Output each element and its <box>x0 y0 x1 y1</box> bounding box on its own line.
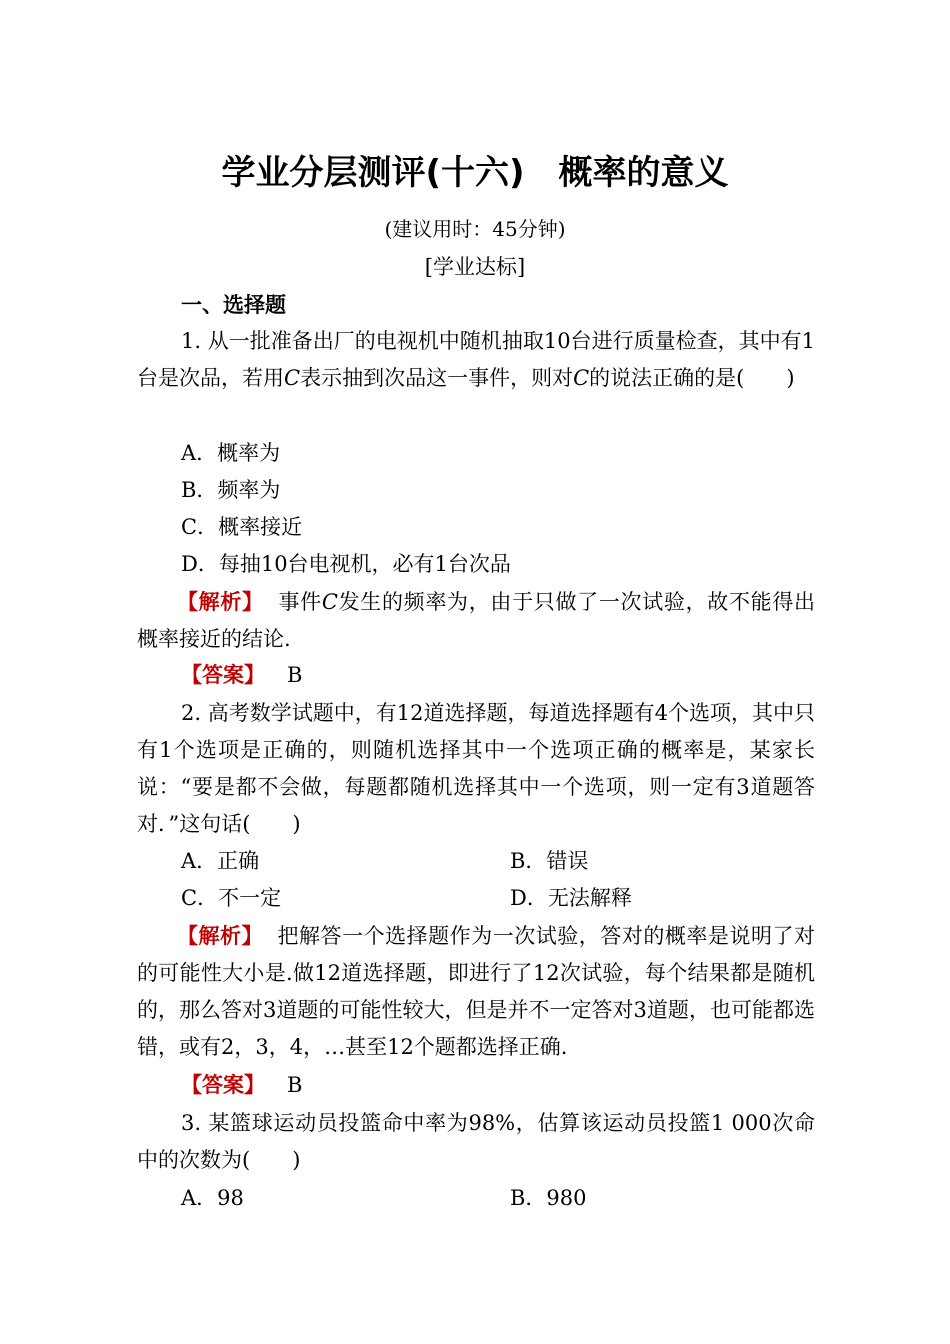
part-heading: 一、选择题 <box>181 293 286 317</box>
q1-option-a: A．概率为 <box>181 441 281 465</box>
q2-answer <box>181 1070 302 1100</box>
q3-option-b: B．980 <box>510 1186 587 1210</box>
q1-option-d: D．每抽10台电视机，必有1台次品 <box>181 552 511 576</box>
analysis-tag: 【解析】 <box>177 924 264 948</box>
q2-option-d: D．无法解释 <box>510 886 632 910</box>
answer-value: B <box>287 1073 303 1097</box>
answer-tag: 【答案】 <box>181 663 265 687</box>
question-1-text: 1. 从一批准备出厂的电视机中随机抽取10台进行质量检查，其中有1台是次品，若用C表示抽到次品这一事件，则对C的说法正确的是( ) <box>137 329 815 390</box>
question-2-text: 2. 高考数学试题中，有12道选择题，每道选择题有4个选项，其中只有1个选项是正确的，则随机选择其中一个选项正确的概率是，某家长说：“要是都不会做，每题都随机选择其中一个选项，则一定有3道题答对．”这句话( ) <box>137 701 815 836</box>
q2-option-b: B．错误 <box>510 849 589 873</box>
analysis-tag: 【解析】 <box>177 590 264 614</box>
variable-c: C <box>573 366 590 390</box>
q2-analysis: 【解析】 把解答一个选择题作为一次试验，答对的概率是说明了对的可能性大小是.做12道选择题，即进行了12次试验，每个结果都是随机的，那么答对3道题的可能性较大，但是并不一定答对3道题，也可能都选错，或有2，3，4，…甚至12个题都选择正确. <box>137 924 816 1059</box>
question-3-text: 3. 某篮球运动员投篮命中率为98%，估算该运动员投篮1 000次命中的次数为( ) <box>137 1111 815 1172</box>
q2-option-c: C．不一定 <box>181 886 282 910</box>
q3-option-a: A．98 <box>181 1186 244 1210</box>
section-label: [学业达标] <box>424 255 526 279</box>
q1-option-b: B．频率为 <box>181 478 281 502</box>
answer-tag: 【答案】 <box>181 1073 265 1097</box>
page-title: 学业分层测评(十六) 概率的意义 <box>221 153 729 193</box>
q1-analysis: 【解析】 事件C发生的频率为，由于只做了一次试验，故不能得出概率接近的结论. <box>137 590 816 651</box>
answer-value: B <box>287 663 303 687</box>
variable-c: C <box>321 590 338 614</box>
q1-option-c: C．概率接近 <box>181 515 303 539</box>
q2-option-a: A．正确 <box>181 849 260 873</box>
q1-answer <box>181 660 302 690</box>
variable-c: C <box>284 366 301 390</box>
suggested-time: (建议用时：45分钟) <box>384 217 566 241</box>
